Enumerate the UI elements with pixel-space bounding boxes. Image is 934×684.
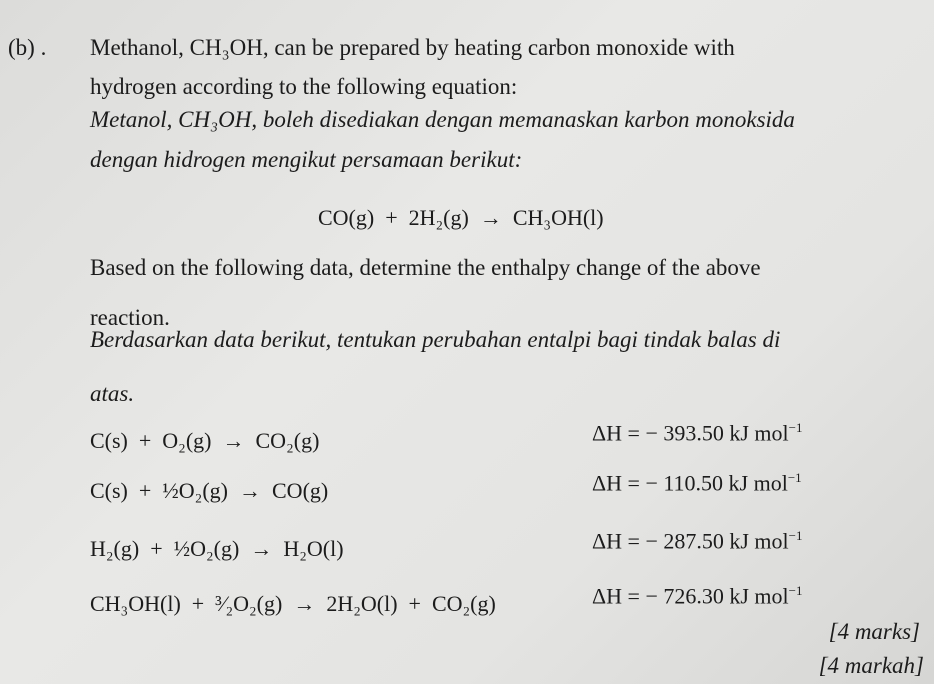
- data-enthalpy-1: [592, 414, 802, 447]
- task-ms-line-2: atas.: [90, 381, 135, 406]
- task-en-line-1: Based on the following data, determine the enthalpy change of the above: [90, 255, 761, 280]
- data-equation-4: CH₃OH(l) + ³⁄₂O₂(g) → 2H₂O(l) + CO₂(g): [90, 591, 496, 616]
- data-enthalpy-4: [592, 577, 802, 610]
- intro-ms-line-1: Metanol, CH₃OH, boleh disediakan dengan memanaskan karbon monoksida: [90, 107, 795, 132]
- data-enthalpy-3: [592, 522, 802, 555]
- data-enthalpy-2: [592, 464, 802, 497]
- enthalpy-value: ΔH = − 287.50 kJ mol: [592, 528, 789, 554]
- main-equation: CO(g) + 2H₂(g) → CH₃OH(l): [318, 205, 604, 230]
- task-en-line-2: reaction.: [90, 305, 170, 330]
- unit-exponent: −1: [788, 420, 803, 435]
- data-equation-1: C(s) + O₂(g) → CO₂(g): [90, 428, 320, 453]
- task-ms-line-1: Berdasarkan data berikut, tentukan perubahan entalpi bagi tindak balas di: [90, 327, 781, 352]
- unit-exponent: −1: [788, 583, 803, 598]
- enthalpy-value: ΔH = − 726.30 kJ mol: [592, 583, 789, 609]
- data-equation-2: C(s) + ½O₂(g) → CO(g): [90, 478, 329, 503]
- unit-exponent: −1: [787, 470, 802, 485]
- question-label: (b) .: [8, 35, 47, 60]
- marks-en: [4 marks]: [828, 619, 920, 644]
- enthalpy-value: ΔH = − 393.50 kJ mol: [592, 420, 789, 446]
- intro-ms-line-2: dengan hidrogen mengikut persamaan berikut:: [90, 147, 523, 172]
- unit-exponent: −1: [788, 528, 803, 543]
- intro-en-line-2: hydrogen according to the following equation:: [90, 74, 518, 99]
- enthalpy-value: ΔH = − 110.50 kJ mol: [592, 470, 788, 496]
- data-equation-3: H₂(g) + ½O₂(g) → H₂O(l): [90, 536, 344, 561]
- marks-ms: [4 markah]: [818, 653, 924, 678]
- intro-en-line-1: Methanol, CH₃OH, can be prepared by heating carbon monoxide with: [90, 35, 735, 60]
